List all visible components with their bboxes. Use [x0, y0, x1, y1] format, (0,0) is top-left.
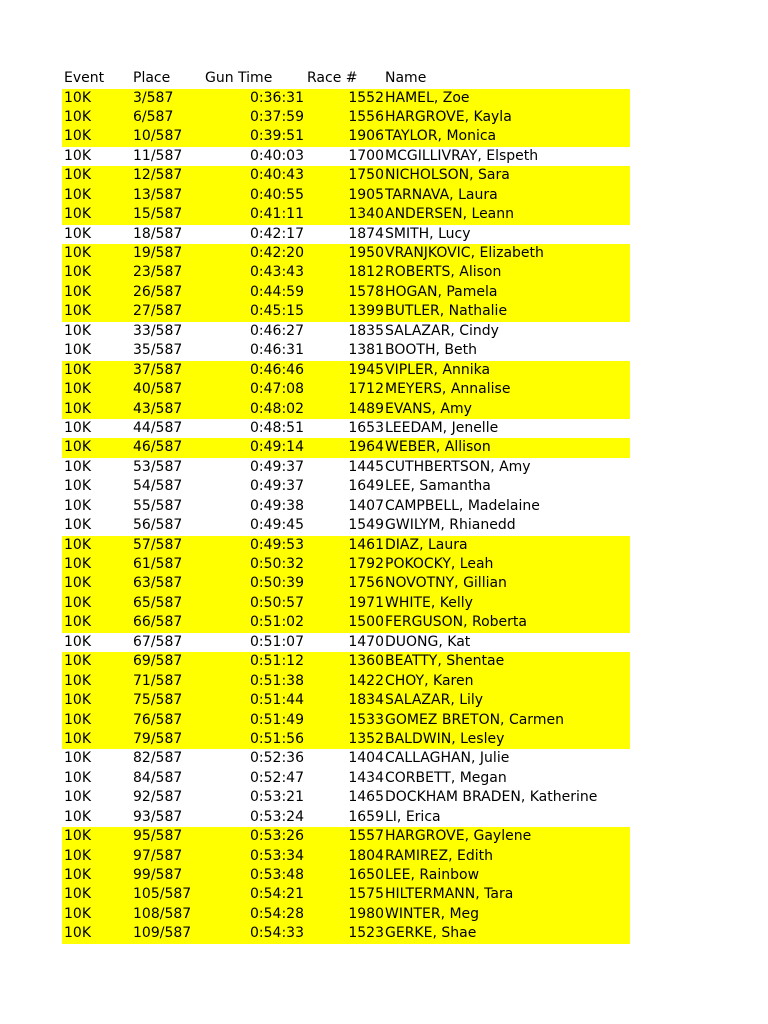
cell-place: 26/587 — [133, 283, 183, 300]
table-row — [62, 711, 630, 730]
cell-event: 10K — [64, 828, 91, 845]
cell-gun-time: 0:49:45 — [250, 517, 304, 534]
cell-gun-time: 0:49:14 — [250, 439, 304, 456]
cell-event: 10K — [64, 711, 91, 728]
cell-race-number: 1352 — [348, 730, 384, 747]
table-row — [62, 730, 630, 749]
cell-gun-time: 0:49:37 — [250, 458, 304, 475]
cell-gun-time: 0:51:12 — [250, 653, 304, 670]
table-body — [62, 89, 630, 944]
cell-gun-time: 0:54:21 — [250, 886, 304, 903]
cell-event: 10K — [64, 342, 91, 359]
cell-event: 10K — [64, 672, 91, 689]
cell-place: 79/587 — [133, 730, 183, 747]
cell-race-number: 1445 — [348, 458, 384, 475]
cell-name: CAMPBELL, Madelaine — [385, 497, 540, 514]
table-row — [62, 749, 630, 768]
cell-race-number: 1653 — [348, 419, 384, 436]
cell-race-number: 1340 — [348, 206, 384, 223]
cell-event: 10K — [64, 808, 91, 825]
cell-name: WEBER, Allison — [385, 439, 491, 456]
cell-name: BALDWIN, Lesley — [385, 730, 505, 747]
cell-name: TAYLOR, Monica — [385, 128, 497, 145]
cell-name: LEE, Samantha — [385, 478, 491, 495]
cell-event: 10K — [64, 381, 91, 398]
cell-event: 10K — [64, 633, 91, 650]
table-row — [62, 672, 630, 691]
cell-gun-time: 0:40:55 — [250, 186, 304, 203]
table-row — [62, 147, 630, 166]
cell-place: 15/587 — [133, 206, 183, 223]
cell-name: HARGROVE, Gaylene — [385, 828, 532, 845]
cell-race-number: 1964 — [348, 439, 384, 456]
cell-race-number: 1407 — [348, 497, 384, 514]
cell-event: 10K — [64, 108, 91, 125]
header-race-number: Race # — [307, 70, 358, 86]
cell-gun-time: 0:49:53 — [250, 536, 304, 553]
cell-place: 18/587 — [133, 225, 183, 242]
cell-race-number: 1523 — [348, 925, 384, 942]
cell-gun-time: 0:36:31 — [250, 89, 304, 106]
table-row — [62, 283, 630, 302]
table-row — [62, 166, 630, 185]
table-row — [62, 691, 630, 710]
results-table — [62, 69, 630, 944]
cell-event: 10K — [64, 264, 91, 281]
cell-name: MCGILLIVRAY, Elspeth — [385, 147, 539, 164]
cell-race-number: 1812 — [348, 264, 384, 281]
cell-gun-time: 0:54:28 — [250, 905, 304, 922]
cell-place: 13/587 — [133, 186, 183, 203]
table-row — [62, 574, 630, 593]
cell-event: 10K — [64, 575, 91, 592]
table-row — [62, 263, 630, 282]
cell-race-number: 1556 — [348, 108, 384, 125]
cell-race-number: 1557 — [348, 828, 384, 845]
cell-gun-time: 0:43:43 — [250, 264, 304, 281]
cell-race-number: 1578 — [348, 283, 384, 300]
table-row — [62, 633, 630, 652]
cell-gun-time: 0:53:34 — [250, 847, 304, 864]
cell-place: 6/587 — [133, 108, 174, 125]
table-row — [62, 244, 630, 263]
cell-place: 67/587 — [133, 633, 183, 650]
cell-race-number: 1905 — [348, 186, 384, 203]
cell-place: 57/587 — [133, 536, 183, 553]
cell-place: 12/587 — [133, 167, 183, 184]
cell-place: 82/587 — [133, 750, 183, 767]
cell-name: SMITH, Lucy — [385, 225, 471, 242]
cell-race-number: 1575 — [348, 886, 384, 903]
cell-name: SALAZAR, Lily — [385, 692, 484, 709]
cell-event: 10K — [64, 847, 91, 864]
cell-name: LEEDAM, Jenelle — [385, 419, 499, 436]
cell-gun-time: 0:54:33 — [250, 925, 304, 942]
cell-gun-time: 0:52:36 — [250, 750, 304, 767]
cell-place: 3/587 — [133, 89, 174, 106]
table-row — [62, 924, 630, 943]
cell-place: 40/587 — [133, 381, 183, 398]
cell-name: SALAZAR, Cindy — [385, 322, 499, 339]
cell-event: 10K — [64, 730, 91, 747]
table-row — [62, 380, 630, 399]
cell-place: 19/587 — [133, 245, 183, 261]
table-row — [62, 225, 630, 244]
cell-gun-time: 0:51:49 — [250, 711, 304, 728]
cell-place: 54/587 — [133, 478, 183, 495]
table-row — [62, 536, 630, 555]
header-place: Place — [133, 70, 171, 86]
cell-gun-time: 0:53:24 — [250, 808, 304, 825]
cell-place: 66/587 — [133, 614, 183, 631]
cell-event: 10K — [64, 750, 91, 767]
cell-place: 65/587 — [133, 594, 183, 611]
cell-name: BUTLER, Nathalie — [385, 303, 508, 320]
table-row — [62, 847, 630, 866]
table-row — [62, 419, 630, 438]
cell-name: CORBETT, Megan — [385, 769, 507, 786]
cell-name: TARNAVA, Laura — [385, 186, 498, 203]
table-row — [62, 438, 630, 457]
cell-place: 44/587 — [133, 419, 183, 436]
table-row — [62, 516, 630, 535]
cell-event: 10K — [64, 517, 91, 534]
cell-event: 10K — [64, 245, 91, 261]
cell-gun-time: 0:50:32 — [250, 556, 304, 572]
cell-event: 10K — [64, 419, 91, 436]
header-row — [62, 69, 630, 89]
cell-name: ANDERSEN, Leann — [385, 206, 515, 223]
cell-gun-time: 0:51:38 — [250, 672, 304, 689]
table-row — [62, 186, 630, 205]
cell-place: 33/587 — [133, 322, 183, 339]
cell-event: 10K — [64, 692, 91, 709]
cell-gun-time: 0:51:02 — [250, 614, 304, 631]
cell-place: 95/587 — [133, 828, 183, 845]
cell-race-number: 1489 — [348, 400, 384, 417]
table-row — [62, 652, 630, 671]
cell-race-number: 1945 — [348, 361, 384, 378]
cell-race-number: 1381 — [348, 342, 384, 359]
cell-event: 10K — [64, 322, 91, 339]
cell-name: ROBERTS, Alison — [385, 264, 502, 281]
cell-race-number: 1835 — [348, 322, 384, 339]
cell-name: HILTERMANN, Tara — [385, 886, 514, 903]
cell-name: DIAZ, Laura — [385, 536, 468, 553]
cell-event: 10K — [64, 89, 91, 106]
cell-gun-time: 0:40:43 — [250, 167, 304, 184]
cell-name: VIPLER, Annika — [385, 361, 491, 378]
cell-gun-time: 0:47:08 — [250, 381, 304, 398]
cell-race-number: 1399 — [348, 303, 384, 320]
cell-event: 10K — [64, 497, 91, 514]
table-row — [62, 477, 630, 496]
cell-race-number: 1804 — [348, 847, 384, 864]
cell-race-number: 1465 — [348, 789, 384, 806]
table-row — [62, 341, 630, 360]
cell-event: 10K — [64, 886, 91, 903]
cell-place: 93/587 — [133, 808, 183, 825]
cell-place: 43/587 — [133, 400, 183, 417]
cell-race-number: 1971 — [348, 594, 384, 611]
cell-event: 10K — [64, 769, 91, 786]
cell-place: 99/587 — [133, 867, 183, 883]
table-row — [62, 361, 630, 380]
cell-race-number: 1404 — [348, 750, 384, 767]
cell-gun-time: 0:48:02 — [250, 400, 304, 417]
cell-place: 10/587 — [133, 128, 183, 145]
cell-gun-time: 0:39:51 — [250, 128, 304, 145]
cell-race-number: 1874 — [348, 225, 384, 242]
cell-place: 55/587 — [133, 497, 183, 514]
table-row — [62, 400, 630, 419]
cell-place: 27/587 — [133, 303, 183, 320]
cell-race-number: 1712 — [348, 381, 384, 398]
cell-event: 10K — [64, 478, 91, 495]
cell-gun-time: 0:46:27 — [250, 322, 304, 339]
cell-place: 53/587 — [133, 458, 183, 475]
cell-event: 10K — [64, 556, 91, 572]
cell-name: HARGROVE, Kayla — [385, 108, 512, 125]
cell-race-number: 1649 — [348, 478, 384, 495]
cell-name: MEYERS, Annalise — [385, 381, 511, 398]
cell-name: WINTER, Meg — [385, 905, 480, 922]
cell-place: 109/587 — [133, 925, 192, 942]
cell-gun-time: 0:53:48 — [250, 867, 304, 883]
cell-event: 10K — [64, 439, 91, 456]
table-row — [62, 89, 630, 108]
cell-place: 11/587 — [133, 147, 183, 164]
cell-gun-time: 0:51:44 — [250, 692, 304, 709]
cell-race-number: 1650 — [348, 867, 384, 883]
cell-gun-time: 0:40:03 — [250, 147, 304, 164]
cell-race-number: 1470 — [348, 633, 384, 650]
table-row — [62, 108, 630, 127]
cell-gun-time: 0:44:59 — [250, 283, 304, 300]
header-gun-time: Gun Time — [205, 70, 273, 86]
cell-event: 10K — [64, 186, 91, 203]
cell-place: 105/587 — [133, 886, 192, 903]
cell-place: 97/587 — [133, 847, 183, 864]
cell-event: 10K — [64, 458, 91, 475]
cell-gun-time: 0:41:11 — [250, 206, 304, 223]
cell-race-number: 1552 — [348, 89, 384, 106]
cell-name: RAMIREZ, Edith — [385, 847, 493, 864]
cell-event: 10K — [64, 206, 91, 223]
cell-gun-time: 0:46:31 — [250, 342, 304, 359]
cell-place: 76/587 — [133, 711, 183, 728]
cell-name: LEE, Rainbow — [385, 867, 480, 883]
cell-name: VRANJKOVIC, Elizabeth — [385, 245, 544, 261]
cell-place: 35/587 — [133, 342, 183, 359]
table-row — [62, 458, 630, 477]
cell-place: 56/587 — [133, 517, 183, 534]
table-row — [62, 769, 630, 788]
cell-gun-time: 0:45:15 — [250, 303, 304, 320]
cell-event: 10K — [64, 225, 91, 242]
cell-race-number: 1360 — [348, 653, 384, 670]
cell-race-number: 1434 — [348, 769, 384, 786]
table-row — [62, 866, 630, 885]
cell-race-number: 1422 — [348, 672, 384, 689]
cell-name: WHITE, Kelly — [385, 594, 473, 611]
table-row — [62, 905, 630, 924]
cell-name: POKOCKY, Leah — [385, 556, 494, 572]
cell-name: CALLAGHAN, Julie — [385, 750, 510, 767]
cell-event: 10K — [64, 594, 91, 611]
cell-event: 10K — [64, 361, 91, 378]
cell-event: 10K — [64, 614, 91, 631]
cell-race-number: 1500 — [348, 614, 384, 631]
cell-gun-time: 0:49:37 — [250, 478, 304, 495]
cell-event: 10K — [64, 905, 91, 922]
cell-event: 10K — [64, 303, 91, 320]
table-row — [62, 497, 630, 516]
cell-gun-time: 0:46:46 — [250, 361, 304, 378]
cell-event: 10K — [64, 789, 91, 806]
cell-gun-time: 0:48:51 — [250, 419, 304, 436]
cell-race-number: 1700 — [348, 147, 384, 164]
cell-name: LI, Erica — [385, 808, 441, 825]
cell-place: 23/587 — [133, 264, 183, 281]
cell-name: HAMEL, Zoe — [385, 89, 470, 106]
cell-race-number: 1906 — [348, 128, 384, 145]
header-name: Name — [385, 70, 427, 86]
header-event: Event — [64, 70, 105, 86]
cell-name: NICHOLSON, Sara — [385, 167, 510, 184]
table-row — [62, 613, 630, 632]
cell-name: BOOTH, Beth — [385, 342, 477, 359]
cell-race-number: 1461 — [348, 536, 384, 553]
cell-name: DOCKHAM BRADEN, Katherine — [385, 789, 598, 806]
cell-event: 10K — [64, 147, 91, 164]
cell-race-number: 1533 — [348, 711, 384, 728]
cell-gun-time: 0:42:20 — [250, 245, 304, 261]
cell-event: 10K — [64, 925, 91, 942]
table-row — [62, 127, 630, 146]
cell-event: 10K — [64, 653, 91, 670]
cell-name: GWILYM, Rhianedd — [385, 517, 516, 534]
cell-event: 10K — [64, 167, 91, 184]
table-row — [62, 594, 630, 613]
table-row — [62, 205, 630, 224]
cell-gun-time: 0:42:17 — [250, 225, 304, 242]
cell-place: 75/587 — [133, 692, 183, 709]
cell-event: 10K — [64, 283, 91, 300]
cell-race-number: 1659 — [348, 808, 384, 825]
table-row — [62, 788, 630, 807]
cell-gun-time: 0:51:56 — [250, 730, 304, 747]
table-row — [62, 885, 630, 904]
cell-gun-time: 0:50:57 — [250, 594, 304, 611]
cell-place: 108/587 — [133, 905, 192, 922]
cell-name: GOMEZ BRETON, Carmen — [385, 711, 564, 728]
table-row — [62, 322, 630, 341]
cell-place: 46/587 — [133, 439, 183, 456]
cell-place: 69/587 — [133, 653, 183, 670]
cell-gun-time: 0:51:07 — [250, 633, 304, 650]
cell-place: 61/587 — [133, 556, 183, 572]
cell-name: CHOY, Karen — [385, 672, 474, 689]
cell-name: FERGUSON, Roberta — [385, 614, 527, 631]
table-row — [62, 827, 630, 846]
cell-name: DUONG, Kat — [385, 633, 471, 650]
cell-gun-time: 0:53:26 — [250, 828, 304, 845]
cell-race-number: 1792 — [348, 556, 384, 572]
cell-race-number: 1756 — [348, 575, 384, 592]
cell-race-number: 1834 — [348, 692, 384, 709]
cell-place: 92/587 — [133, 789, 183, 806]
cell-place: 84/587 — [133, 769, 183, 786]
table-row — [62, 302, 630, 321]
cell-gun-time: 0:53:21 — [250, 789, 304, 806]
cell-name: HOGAN, Pamela — [385, 283, 498, 300]
cell-race-number: 1950 — [348, 245, 384, 261]
cell-event: 10K — [64, 128, 91, 145]
cell-race-number: 1980 — [348, 905, 384, 922]
cell-place: 71/587 — [133, 672, 183, 689]
cell-name: BEATTY, Shentae — [385, 653, 505, 670]
cell-name: NOVOTNY, Gillian — [385, 575, 507, 592]
cell-place: 37/587 — [133, 361, 183, 378]
cell-gun-time: 0:50:39 — [250, 575, 304, 592]
cell-name: CUTHBERTSON, Amy — [385, 458, 531, 475]
table-row — [62, 808, 630, 827]
cell-gun-time: 0:49:38 — [250, 497, 304, 514]
cell-gun-time: 0:37:59 — [250, 108, 304, 125]
cell-race-number: 1750 — [348, 167, 384, 184]
cell-name: EVANS, Amy — [385, 400, 472, 417]
cell-place: 63/587 — [133, 575, 183, 592]
cell-event: 10K — [64, 536, 91, 553]
cell-event: 10K — [64, 400, 91, 417]
cell-race-number: 1549 — [348, 517, 384, 534]
cell-event: 10K — [64, 867, 91, 883]
cell-gun-time: 0:52:47 — [250, 769, 304, 786]
cell-name: GERKE, Shae — [385, 925, 477, 942]
table-row — [62, 555, 630, 574]
